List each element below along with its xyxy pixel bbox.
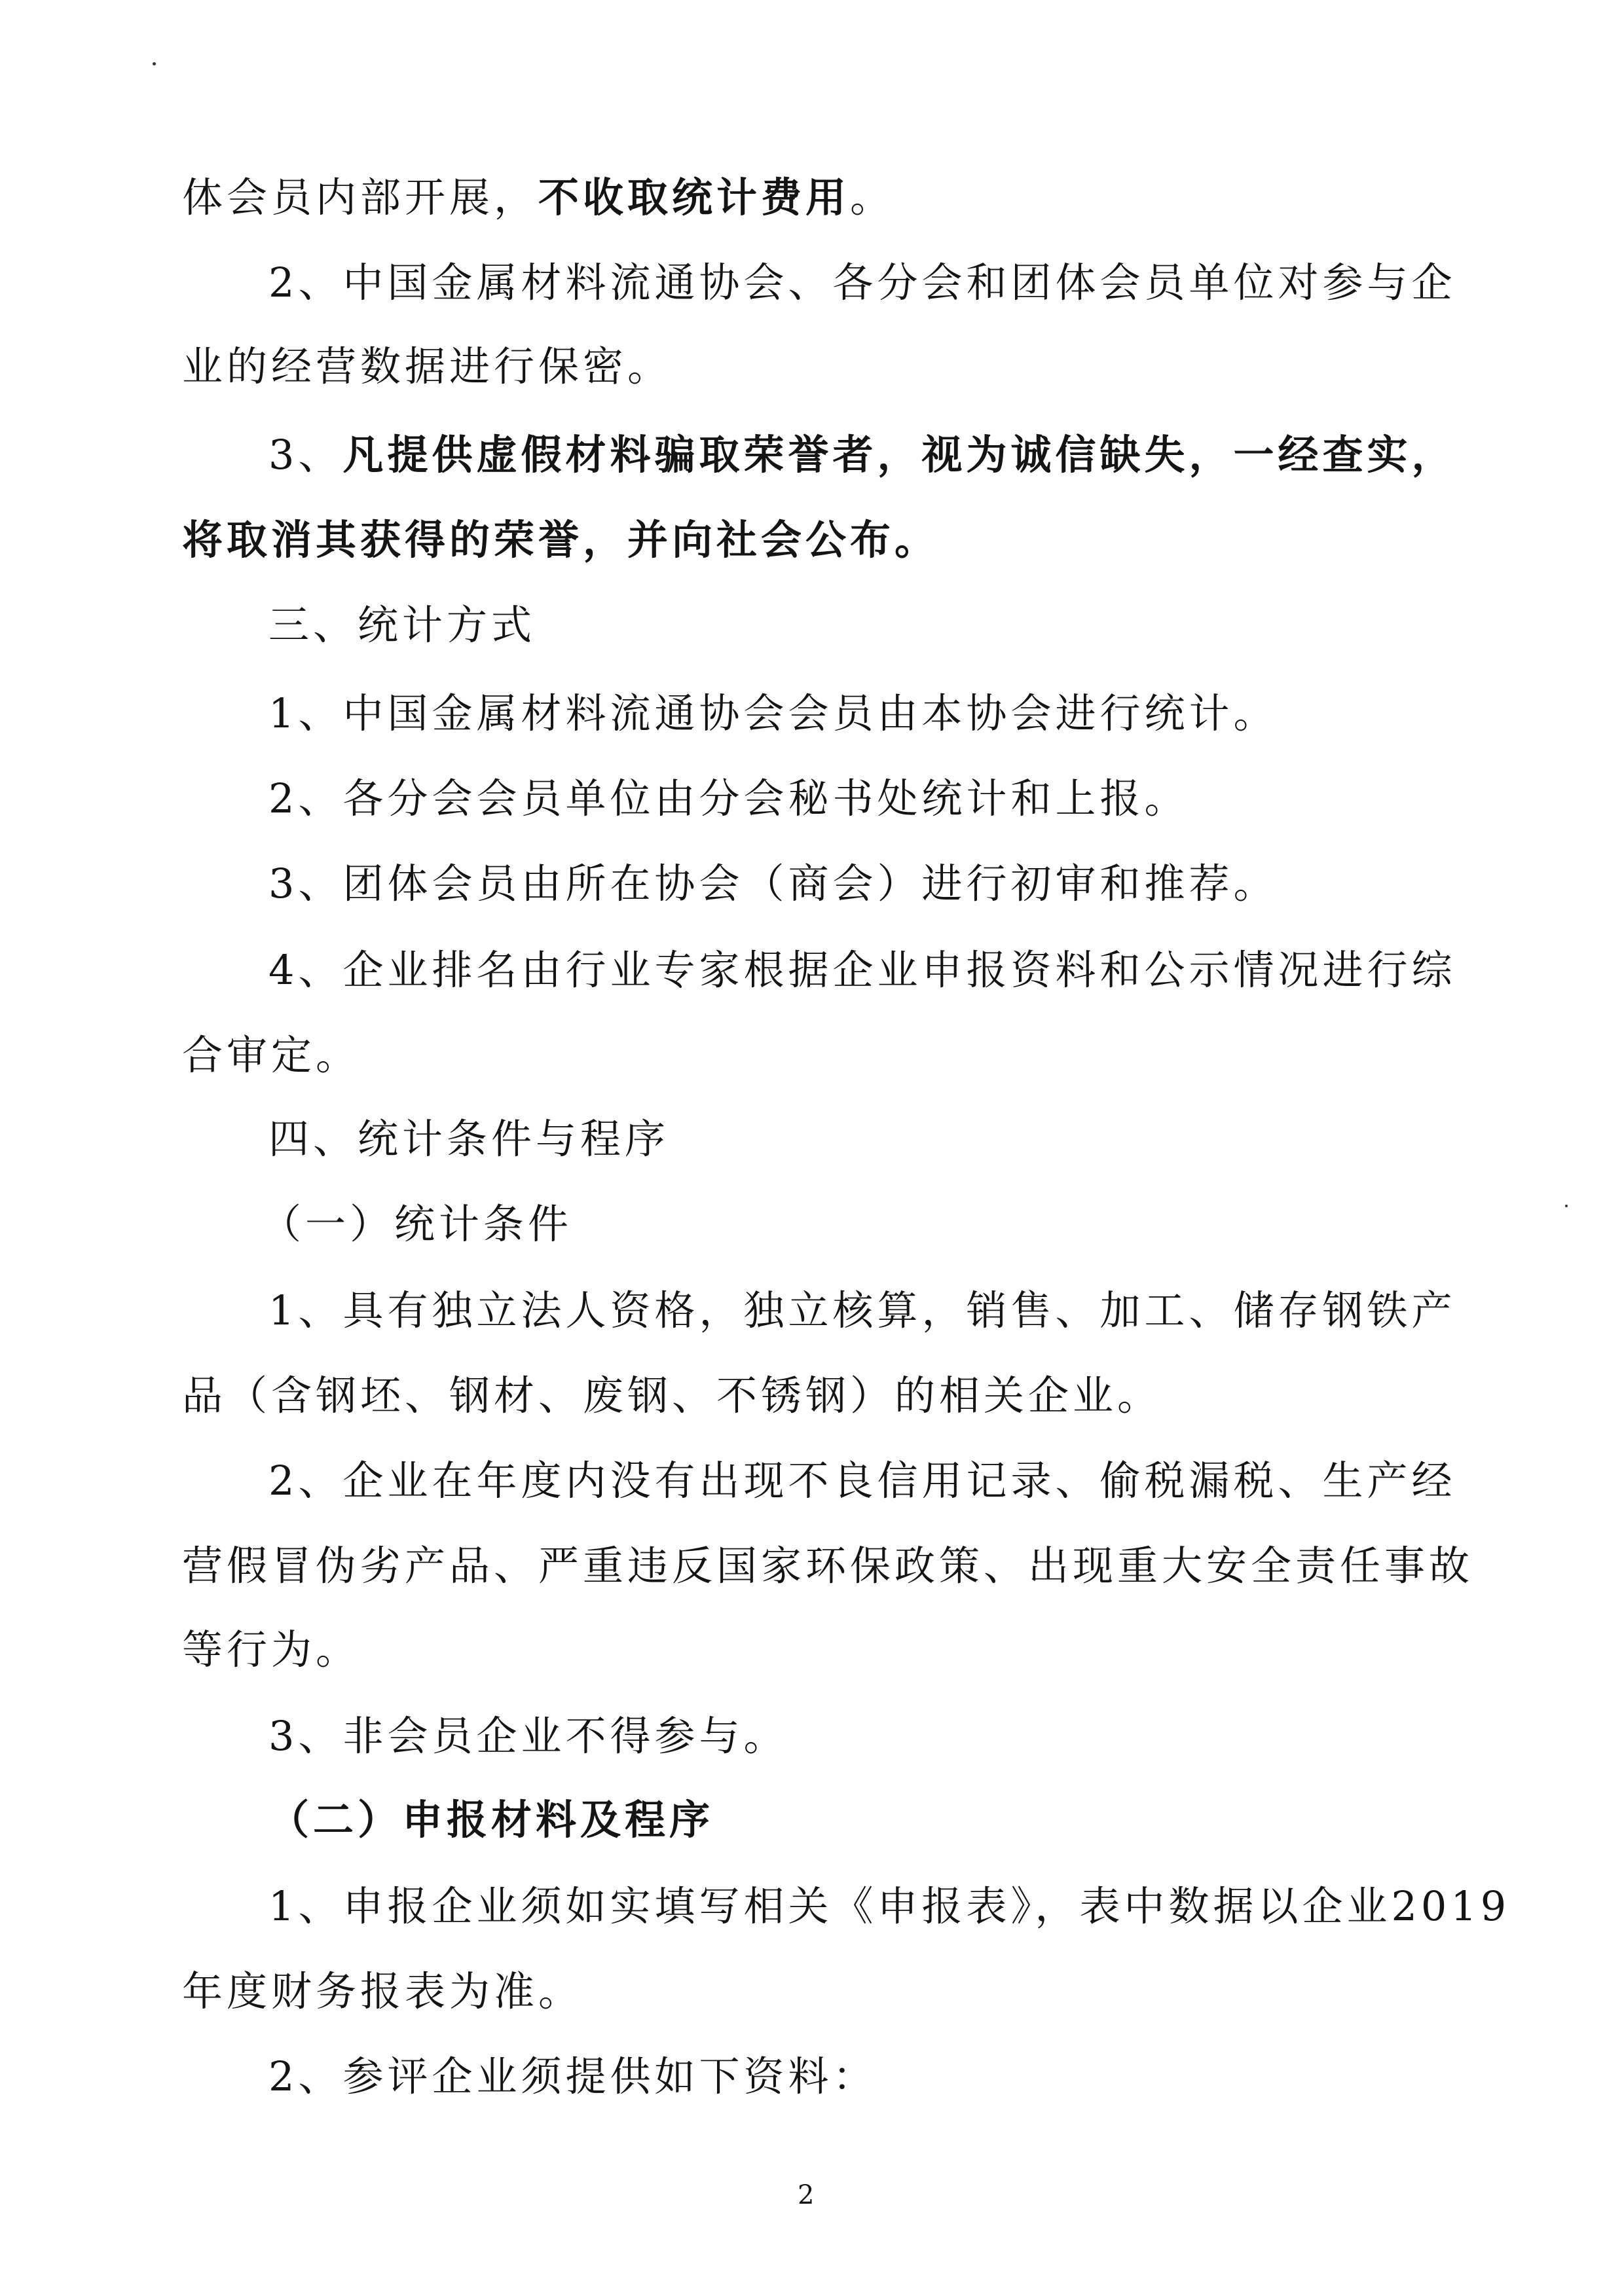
text-line-9: 3、团体会员由所在协会（商会）进行初审和推荐。 xyxy=(268,860,1278,907)
text-line-11: 合审定。 xyxy=(182,1031,361,1079)
page-number: 2 xyxy=(798,2180,815,2210)
text-line-18: 等行为。 xyxy=(182,1626,361,1673)
section-heading-4: 四、统计条件与程序 xyxy=(268,1115,670,1163)
text-line-5: 将取消其获得的荣誉，并向社会公布。 xyxy=(182,516,940,564)
text-line-8: 2、各分会会员单位由分会秘书处统计和上报。 xyxy=(268,774,1189,822)
text-line-16: 2、企业在年度内没有出现不良信用记录、偷税漏税、生产经 xyxy=(268,1457,1456,1504)
subsection-heading-1: （一）统计条件 xyxy=(261,1200,573,1248)
text-line-1: 体会员内部开展，不收取统计费用。 xyxy=(182,173,895,221)
subsection-heading-2: （二）申报材料及程序 xyxy=(268,1796,714,1844)
scan-speck xyxy=(153,62,156,65)
text-line-17: 营假冒伪劣产品、严重违反国家环保政策、出现重大安全责任事故 xyxy=(182,1542,1474,1590)
scan-speck xyxy=(1565,1205,1568,1207)
text-line-10: 4、企业排名由行业专家根据企业申报资料和公示情况进行综 xyxy=(268,946,1456,994)
text-line-21: 1、申报企业须如实填写相关《申报表》，表中数据以企业2019 xyxy=(268,1882,1511,1930)
section-heading-3: 三、统计方式 xyxy=(268,601,536,649)
text-line-2: 2、中国金属材料流通协会、各分会和团体会员单位对参与企 xyxy=(268,259,1456,306)
text-line-15: 品（含钢坯、钢材、废钢、不锈钢）的相关企业。 xyxy=(182,1372,1162,1419)
text-line-14: 1、具有独立法人资格，独立核算，销售、加工、储存钢铁产 xyxy=(268,1286,1456,1334)
text-line-4: 3、凡提供虚假材料骗取荣誉者，视为诚信缺失，一经查实， xyxy=(268,431,1456,479)
text-line-3: 业的经营数据进行保密。 xyxy=(182,342,673,390)
text-line-22: 年度财务报表为准。 xyxy=(182,1967,583,2015)
text-line-19: 3、非会员企业不得参与。 xyxy=(268,1712,788,1760)
text-line-7: 1、中国金属材料流通协会会员由本协会进行统计。 xyxy=(268,689,1278,737)
text-line-23: 2、参评企业须提供如下资料： xyxy=(268,2052,877,2100)
